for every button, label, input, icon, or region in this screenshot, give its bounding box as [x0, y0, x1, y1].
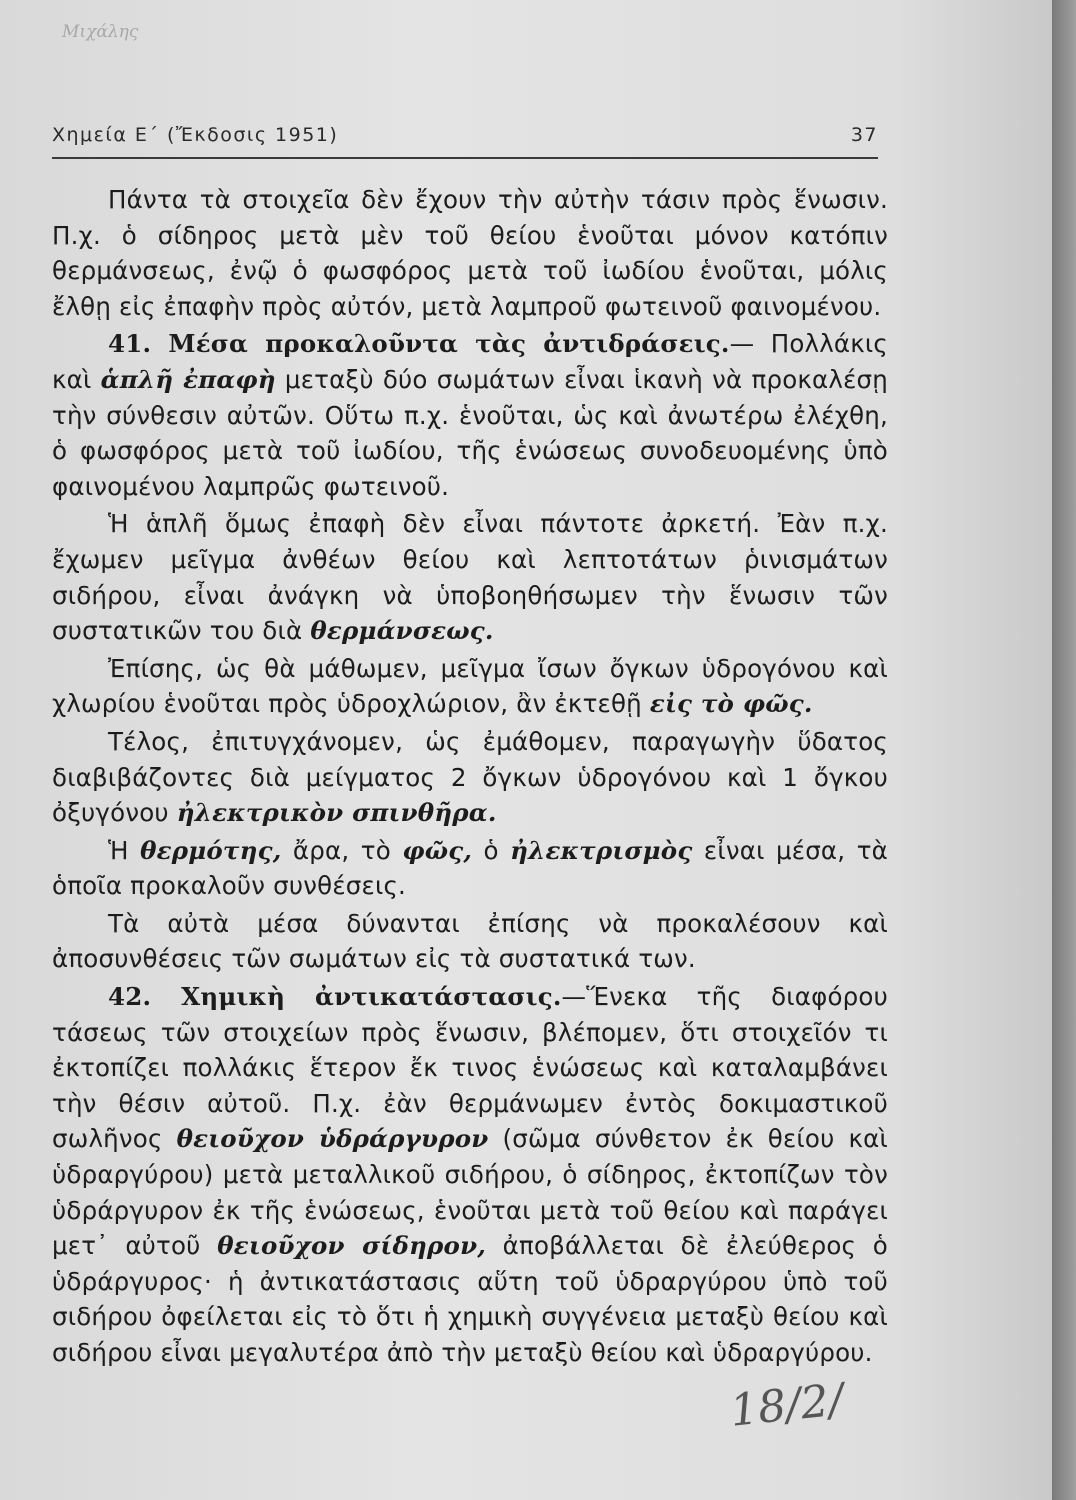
- emphasis-text: ἠλεκτρισμὸς: [510, 835, 693, 865]
- body-text: Ἐπίσης, ὡς θὰ μάθωμεν, μεῖγμα ἴσων ὄγκων ὑδρογόνου καὶ χλωρίου ἑνοῦται πρὸς ὑδροχλώριον, ἂν ἐκτεθῇ: [52, 653, 888, 719]
- paragraph: [52, 651, 888, 722]
- paragraph: [52, 906, 888, 977]
- emphasis-text: θειοῦχον σίδηρον,: [217, 1231, 486, 1261]
- body-text: Ἡ: [108, 835, 141, 865]
- body-text: ἄρα, τὸ: [281, 835, 403, 865]
- body-text: Τὰ αὐτὰ μέσα δύνανται ἐπίσης νὰ προκαλέσουν καὶ ἀποσυνθέσεις τῶν σωμάτων εἰς τὰ συστατικά των.: [52, 908, 888, 974]
- handwritten-note: 18/2/: [727, 1374, 846, 1437]
- section-heading: 42. Χημικὴ ἀντικατάστασις.: [108, 982, 562, 1012]
- emphasis-text: θερμότης,: [140, 835, 282, 865]
- body-text: ἀποβάλλεται δὲ ἐλεύθερος ὁ ὑδράργυρος· ἡ ἀντικατάστασις αὕτη τοῦ ὑδραργύρου ὑπὸ τοῦ σιδήρου ὀφείλεται εἰς τὸ ὅτι ἡ χημικὴ συγγένεια μεταξὺ θείου καὶ σιδήρου εἶναι μεγαλυτέρα ἀπὸ τὴν μεταξὺ θείου καὶ ὑδραργύρου.: [52, 1231, 888, 1367]
- corner-scribble: Μιχάλης: [62, 22, 139, 42]
- body-text: —Ἕνεκα τῆς διαφόρου τάσεως τῶν στοιχείων πρὸς ἕνωσιν, βλέπομεν, ὅτι στοιχεῖόν τι ἐκτοπίζει πολλάκις ἕτερον ἔκ τινος ἑνώσεως καὶ καταλαμβάνει τὴν θέσιν αὐτοῦ. Π.χ. ἐὰν θερμάνωμεν ἐντὸς δοκιμαστικοῦ σωλῆνος: [52, 982, 888, 1154]
- emphasis-text: ἁπλῆ ἐπαφὴ: [100, 364, 276, 394]
- running-header: [52, 124, 878, 146]
- paragraph: [52, 506, 888, 648]
- emphasis-text: ἠλεκτρικὸν σπινθῆρα.: [176, 798, 497, 828]
- header-rule: [52, 157, 878, 159]
- paragraph: [52, 724, 888, 831]
- paragraph: [52, 833, 888, 904]
- page-body: [52, 182, 888, 1373]
- body-text: εἶναι μέσα, τὰ ὁποῖα προκαλοῦν συνθέσεις.: [52, 835, 888, 901]
- page-number: 37: [850, 124, 878, 146]
- emphasis-text: θειοῦχον ὑδράργυρον: [176, 1124, 489, 1154]
- body-text: Τέλος, ἐπιτυγχάνομεν, ὡς ἐμάθομεν, παραγωγὴν ὕδατος διαβιβάζοντες διὰ μείγματος 2 ὄγκων ὑδρογόνου καὶ 1 ὄγκου ὀξυγόνου: [52, 726, 888, 828]
- emphasis-text: θερμάνσεως.: [310, 616, 494, 646]
- paragraph: [52, 979, 888, 1371]
- body-text: Ἡ ἁπλῆ ὅμως ἐπαφὴ δὲν εἶναι πάντοτε ἀρκετή. Ἐὰν π.χ. ἔχωμεν μεῖγμα ἀνθέων θείου καὶ λεπτοτάτων ῥινισμάτων σιδήρου, εἶναι ἀνάγκη νὰ ὑποβοηθήσωμεν τὴν ἕνωσιν τῶν συστατικῶν του διὰ: [52, 509, 888, 646]
- body-text: — Πολλάκις καὶ: [52, 329, 888, 394]
- header-title: Χημεία Ε΄ (Ἔκδοσις 1951): [52, 124, 339, 146]
- paragraph: [52, 326, 888, 504]
- body-text: Πάντα τὰ στοιχεῖα δὲν ἔχουν τὴν αὐτὴν τάσιν πρὸς ἕνωσιν. Π.χ. ὁ σίδηρος μετὰ μὲν τοῦ θείου ἑνοῦται μόνον κατόπιν θερμάνσεως, ἐνῷ ὁ φωσφόρος μετὰ τοῦ ἰωδίου ἑνοῦται, μόλις ἔλθῃ εἰς ἐπαφὴν πρὸς αὐτόν, μετὰ λαμπροῦ φωτεινοῦ φαινομένου.: [52, 185, 888, 321]
- emphasis-text: φῶς,: [402, 835, 473, 865]
- page-edge: [1052, 0, 1076, 1500]
- body-text: μεταξὺ δύο σωμάτων εἶναι ἱκανὴ νὰ προκαλέσῃ τὴν σύνθεσιν αὐτῶν. Οὕτω π.χ. ἑνοῦται, ὡς καὶ ἀνωτέρω ἐλέχθη, ὁ φωσφόρος μετὰ τοῦ ἰωδίου, τῆς ἑνώσεως συνοδευομένης ὑπὸ φαινομένου λαμπρῶς φωτεινοῦ.: [52, 364, 888, 501]
- paragraph: [52, 182, 888, 324]
- body-text: ὁ: [472, 835, 511, 865]
- body-text: (σῶμα σύνθετον ἐκ θείου καὶ ὑδραργύρου) μετὰ μεταλλικοῦ σιδήρου, ὁ σίδηρος, ἐκτοπίζων τὸν ὑδράργυρον ἐκ τῆς ἑνώσεως, ἑνοῦται μετὰ τοῦ θείου καὶ παράγει μετ᾿ αὐτοῦ: [52, 1124, 888, 1261]
- section-heading: 41. Μέσα προκαλοῦντα τὰς ἀντιδράσεις.: [108, 329, 730, 359]
- emphasis-text: εἰς τὸ φῶς.: [649, 689, 813, 719]
